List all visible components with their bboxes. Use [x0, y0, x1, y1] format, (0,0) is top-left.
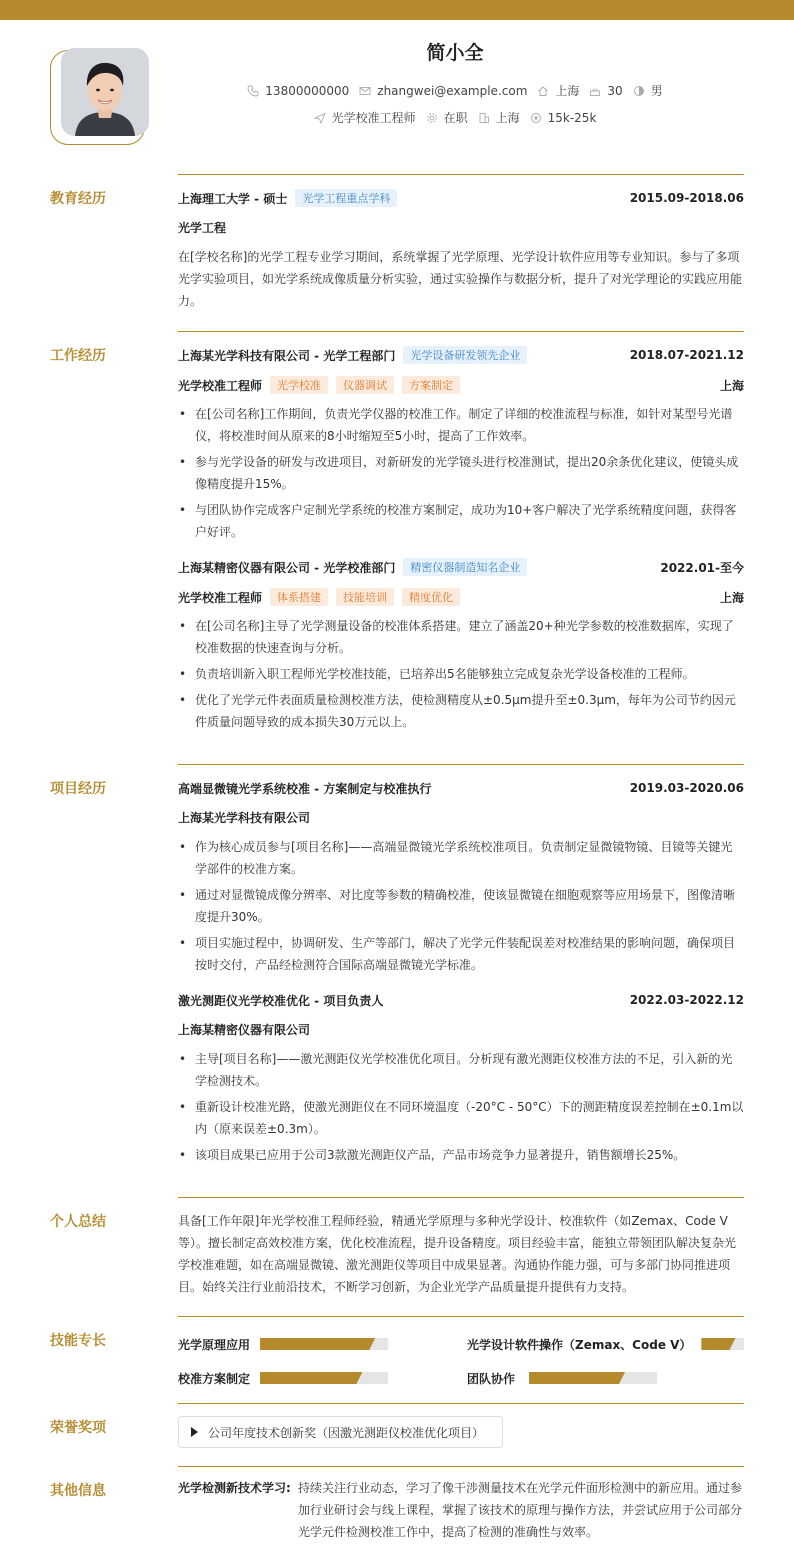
email-item [359, 84, 527, 98]
salary-item [530, 111, 597, 125]
job-skill-tag: 方案制定 [402, 376, 460, 394]
project-head [178, 990, 744, 1010]
skills-body [178, 1316, 744, 1388]
job-company-tag: 精密仪器制造知名企业 [403, 558, 527, 576]
status-value: 在职 [443, 111, 468, 125]
job-head [178, 345, 744, 365]
section-title-skills: 技能专长 [50, 1333, 106, 1349]
job-date: 2022.01-至今 [660, 560, 744, 575]
building-icon [478, 112, 490, 124]
other-text: 持续关注行业动态，学习了像干涉测量技术在光学元件面形检测中的新应用。通过参加行业研讨会与线上课程，掌握了该技术的原理与操作方法，并尝试应用于公司部分光学元件检测校准工作中，提高了检测的准确性与效率。 [298, 1481, 743, 1539]
email-value: zhangwei@example.com [377, 83, 528, 98]
section-title-projects: 项目经历 [50, 781, 106, 797]
home-icon [537, 85, 549, 97]
projects-body [178, 764, 744, 1170]
list-item: • 作为核心成员参与[项目名称]——高端显微镜光学系统校准项目。负责制定显微镜物镜、目镜等关键光学部件的校准方案。 [178, 836, 744, 880]
job-role: 光学校准工程师 [178, 378, 263, 393]
job-location: 上海 [719, 590, 744, 605]
summary-section [50, 1197, 744, 1312]
job-skill-tag: 体系搭建 [270, 588, 328, 606]
section-title-education: 教育经历 [50, 191, 106, 207]
skills-grid [178, 1334, 744, 1388]
send-icon [314, 112, 326, 124]
contact-row [160, 82, 750, 99]
project-name: 高端显微镜光学系统校准 - 方案制定与校准执行 [178, 781, 432, 796]
skill-item [178, 1334, 467, 1354]
skill-bar [260, 1372, 388, 1384]
project-head [178, 778, 744, 798]
list-item: • 项目实施过程中，协调研发、生产等部门，解决了光学元件装配误差对校准结果的影响问题，确保项目按时交付，产品经检测符合国际高端显微镜光学标准。 [178, 932, 744, 976]
project-bullets [178, 1048, 744, 1166]
mail-icon [359, 85, 371, 97]
project-date: 2022.03-2022.12 [629, 993, 744, 1007]
education-head [178, 188, 744, 208]
job-role-row [178, 375, 744, 395]
honors-section [50, 1403, 744, 1463]
other-label: 光学检测新技术学习: [178, 1481, 291, 1495]
target-city-value: 上海 [495, 111, 520, 125]
phone-item [247, 84, 349, 98]
age-item [589, 84, 622, 98]
age-icon [589, 85, 601, 97]
section-title-work: 工作经历 [50, 348, 106, 364]
project-date: 2019.03-2020.06 [629, 781, 744, 795]
award-text: 公司年度技术创新奖（因激光测距仪校准优化项目） [208, 1425, 485, 1440]
job-skill-tag: 光学校准 [270, 376, 328, 394]
phone-value: 13800000000 [265, 83, 350, 98]
project-entry [178, 990, 744, 1166]
education-body [178, 174, 744, 312]
skill-bar-fill [260, 1338, 375, 1350]
city-item [537, 82, 579, 99]
skills-section [50, 1316, 744, 1401]
skill-bar-fill [260, 1372, 362, 1384]
top-accent-bar [0, 0, 794, 20]
list-item: • 优化了光学元件表面质量检测校准方法，使检测精度从±0.5μm提升至±0.3μm，每年为公司节约因元件质量问题导致的成本损失30万元以上。 [178, 689, 744, 733]
award-item[interactable] [178, 1416, 503, 1448]
skill-bar-fill [701, 1338, 735, 1350]
list-item: • 参与光学设备的研发与改进项目，对新研发的光学镜头进行校准测试，提出20余条优化建议，使镜头成像精度提升15%。 [178, 451, 744, 495]
project-org: 上海某光学科技有限公司 [178, 811, 311, 825]
expand-triangle-icon [191, 1427, 198, 1437]
gender-value: 男 [650, 84, 663, 98]
avatar-frame [50, 50, 145, 145]
skill-bar [529, 1372, 657, 1384]
work-body [178, 331, 744, 737]
list-item: • 负责培训新入职工程师光学校准技能，已培养出5名能够独立完成复杂光学设备校准的工程师。 [178, 663, 744, 685]
section-title-other: 其他信息 [50, 1483, 106, 1499]
job-entry [178, 557, 744, 733]
list-item: • 该项目成果已应用于公司3款激光测距仪产品，产品市场竞争力显著提升，销售额增长25%。 [178, 1144, 744, 1166]
avatar-illustration [61, 48, 149, 136]
skill-item [467, 1334, 744, 1354]
city-value: 上海 [555, 84, 580, 98]
skill-bar [260, 1338, 388, 1350]
phone-icon [247, 85, 259, 97]
job-bullets [178, 403, 744, 543]
job-company-tag: 光学设备研发领先企业 [403, 346, 527, 364]
skill-name: 校准方案制定 [178, 1371, 251, 1386]
list-item: • 主导[项目名称]——激光测距仪光学校准优化项目。分析现有激光测距仪校准方法的不足，引入新的光学检测技术。 [178, 1048, 744, 1092]
job-entry [178, 345, 744, 543]
other-body [178, 1466, 744, 1543]
salary-value: 15k-25k [547, 110, 597, 125]
list-item: • 通过对显微镜成像分辨率、对比度等参数的精确校准，使该显微镜在细胞观察等应用场景下，图像清晰度提升30%。 [178, 884, 744, 928]
section-title-summary: 个人总结 [50, 1214, 106, 1230]
candidate-name: 简小全 [426, 42, 484, 64]
position-value: 光学校准工程师 [331, 111, 416, 125]
salary-icon [530, 112, 542, 124]
skill-name: 团队协作 [467, 1371, 516, 1386]
honors-body [178, 1403, 744, 1448]
list-item: • 与团队协作完成客户定制光学系统的校准方案制定，成功为10+客户解决了光学系统精度问题，获得客户好评。 [178, 499, 744, 543]
job-location: 上海 [719, 378, 744, 393]
job-date: 2018.07-2021.12 [629, 348, 744, 362]
skill-bar [701, 1338, 744, 1350]
skill-bar-fill [529, 1372, 625, 1384]
project-name: 激光测距仪光学校准优化 - 项目负责人 [178, 993, 384, 1008]
list-item: • 重新设计校准光路，使激光测距仪在不同环境温度（-20°C - 50°C）下的测距精度误差控制在±0.1m以内（原来误差±0.3m）。 [178, 1096, 744, 1140]
school-name: 上海理工大学 - 硕士 [178, 191, 288, 206]
other-item [178, 1477, 744, 1543]
job-skill-tag: 精度优化 [402, 588, 460, 606]
summary-text: 具备[工作年限]年光学校准工程师经验，精通光学原理与多种光学设计、校准软件（如Zemax、Code V等）。擅长制定高效校准方案，优化校准流程，提升设备精度。项目经验丰富，能独立带领团队解决复杂光学校准难题，如在高端显微镜、激光测距仪等项目中成果显著。沟通协作能力强，可与多部门协同推进项目。始终关注行业前沿技术，不断学习创新，为企业光学产品质量提升提供有力支持。 [178, 1214, 737, 1294]
gender-icon [633, 85, 645, 97]
job-head [178, 557, 744, 577]
job-role: 光学校准工程师 [178, 590, 263, 605]
skill-item [467, 1368, 744, 1388]
job-intent-row [160, 109, 750, 126]
job-company: 上海某精密仪器有限公司 - 光学校准部门 [178, 560, 396, 575]
education-desc: 在[学校名称]的光学工程专业学习期间，系统掌握了光学原理、光学设计软件应用等专业知识。参与了多项光学实验项目，如光学系统成像质量分析实验，通过实验操作与数据分析，提升了对光学理论的实践应用能力。 [178, 250, 743, 308]
section-title-honors: 荣誉奖项 [50, 1420, 106, 1436]
age-value: 30 [607, 83, 623, 98]
project-bullets [178, 836, 744, 976]
skill-name: 光学原理应用 [178, 1337, 251, 1352]
job-role-row [178, 587, 744, 607]
list-item: • 在[公司名称]主导了光学测量设备的校准体系搭建。建立了涵盖20+种光学参数的校准数据库，实现了校准数据的快速查询与分析。 [178, 615, 744, 659]
list-item: • 在[公司名称]工作期间，负责光学仪器的校准工作。制定了详细的校准流程与标准，如针对某型号光谱仪，将校准时间从原来的8小时缩短至5小时，提高了工作效率。 [178, 403, 744, 447]
work-section [50, 331, 744, 761]
status-item [426, 109, 468, 126]
job-company: 上海某光学科技有限公司 - 光学工程部门 [178, 348, 396, 363]
major: 光学工程 [178, 221, 227, 235]
job-skill-tag: 仪器调试 [336, 376, 394, 394]
skill-name: 光学设计软件操作（Zemax、Code V） [467, 1337, 692, 1352]
position-item [314, 109, 416, 126]
job-skill-tag: 技能培训 [336, 588, 394, 606]
avatar [61, 48, 149, 136]
job-bullets [178, 615, 744, 733]
gender-item [633, 82, 663, 99]
other-section [50, 1466, 744, 1551]
gear-icon [426, 112, 438, 124]
summary-body [178, 1197, 744, 1298]
project-entry [178, 778, 744, 976]
education-date: 2015.09-2018.06 [629, 191, 744, 205]
education-section [50, 174, 744, 324]
school-tag: 光学工程重点学科 [295, 189, 397, 207]
skill-item [178, 1368, 467, 1388]
target-city-item [478, 109, 520, 126]
project-org: 上海某精密仪器有限公司 [178, 1023, 311, 1037]
projects-section [50, 764, 744, 1194]
